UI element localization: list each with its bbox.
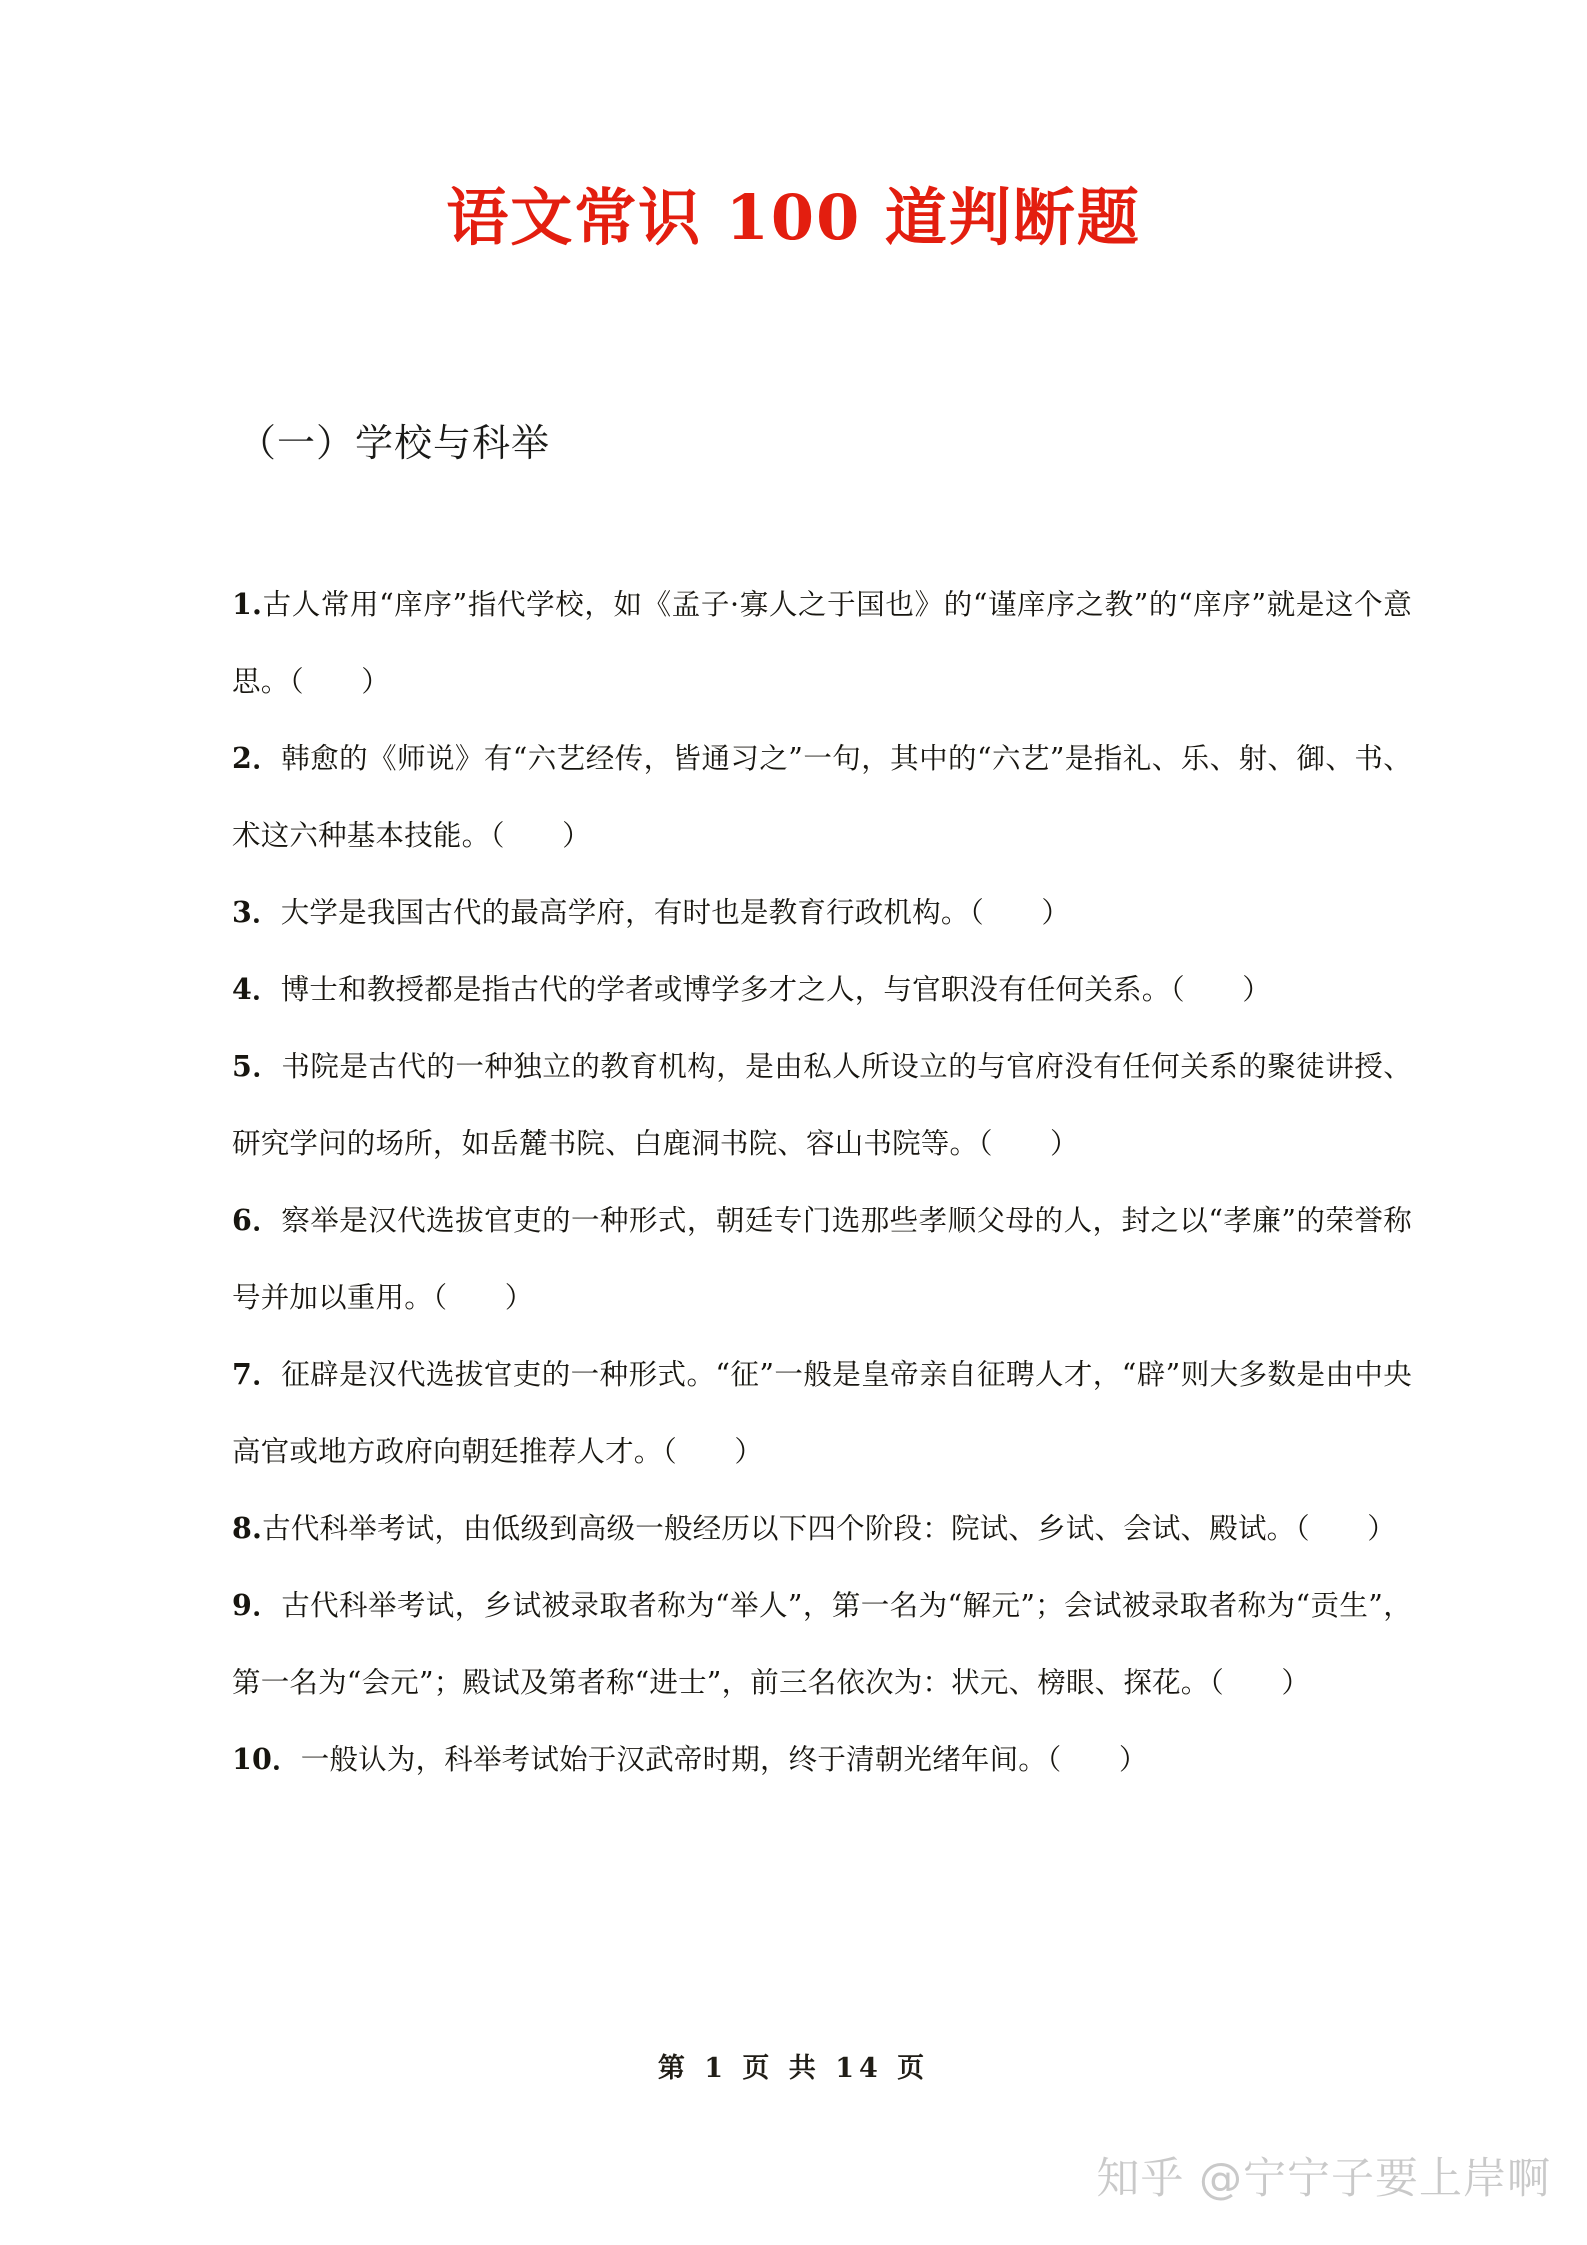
question-item	[232, 566, 1412, 720]
page-footer: 第 1 页 共 14 页	[657, 2053, 930, 2084]
question-number: 10．	[232, 1742, 301, 1776]
question-text: 古代科举考试，由低级到高级一般经历以下四个阶段：院试、乡试、会试、殿试。（ ）	[262, 1512, 1396, 1545]
question-item	[232, 1028, 1412, 1182]
question-text: 博士和教授都是指古代的学者或博学多才之人，与官职没有任何关系。（ ）	[280, 973, 1271, 1006]
question-list	[232, 566, 1412, 1798]
question-item	[232, 1336, 1412, 1490]
section-heading: （一）学校与科举	[238, 421, 551, 465]
question-text: 古代科举考试，乡试被录取者称为“举人”，第一名为“解元”；会试被录取者称为“贡生”，第一名为“会元”；殿试及第者称“进士”，前三名依次为：状元、榜眼、探花。（ ）	[232, 1589, 1412, 1699]
question-text: 察举是汉代选拔官吏的一种形式，朝廷专门选那些孝顺父母的人，封之以“孝廉”的荣誉称号并加以重用。（ ）	[232, 1204, 1412, 1314]
question-number: 2．	[232, 741, 282, 775]
question-item	[232, 1490, 1412, 1567]
question-number: 4．	[232, 972, 281, 1006]
question-number: 9．	[232, 1588, 282, 1622]
question-text: 韩愈的《师说》有“六艺经传，皆通习之”一句，其中的“六艺”是指礼、乐、射、御、书、术这六种基本技能。（ ）	[232, 742, 1413, 852]
question-number: 5．	[232, 1049, 282, 1083]
question-item	[232, 1721, 1412, 1798]
question-text: 古人常用“庠序”指代学校，如《孟子·寡人之于国也》的“谨庠序之教”的“庠序”就是这个意思。（ ）	[232, 588, 1412, 698]
question-number: 6．	[232, 1203, 282, 1237]
question-number: 7．	[232, 1357, 282, 1391]
question-text: 一般认为，科举考试始于汉武帝时期，终于清朝光绪年间。（ ）	[300, 1743, 1148, 1776]
question-number: 3．	[232, 895, 281, 929]
question-text: 大学是我国古代的最高学府，有时也是教育行政机构。（ ）	[280, 896, 1071, 929]
question-item	[232, 720, 1412, 874]
page-title: 语文常识 100 道判断题	[446, 181, 1141, 254]
question-item	[232, 1182, 1412, 1336]
question-text: 书院是古代的一种独立的教育机构，是由私人所设立的与官府没有任何关系的聚徒讲授、研究学问的场所，如岳麓书院、白鹿洞书院、容山书院等。（ ）	[232, 1050, 1412, 1160]
question-item	[232, 1567, 1412, 1721]
question-number: 8.	[232, 1511, 263, 1545]
watermark: 知乎 @宁宁子要上岸啊	[1096, 2154, 1551, 2204]
question-item	[232, 951, 1412, 1028]
question-text: 征辟是汉代选拔官吏的一种形式。“征”一般是皇帝亲自征聘人才，“辟”则大多数是由中央高官或地方政府向朝廷推荐人才。（ ）	[232, 1358, 1413, 1468]
question-item	[232, 874, 1412, 951]
question-number: 1.	[232, 587, 263, 621]
